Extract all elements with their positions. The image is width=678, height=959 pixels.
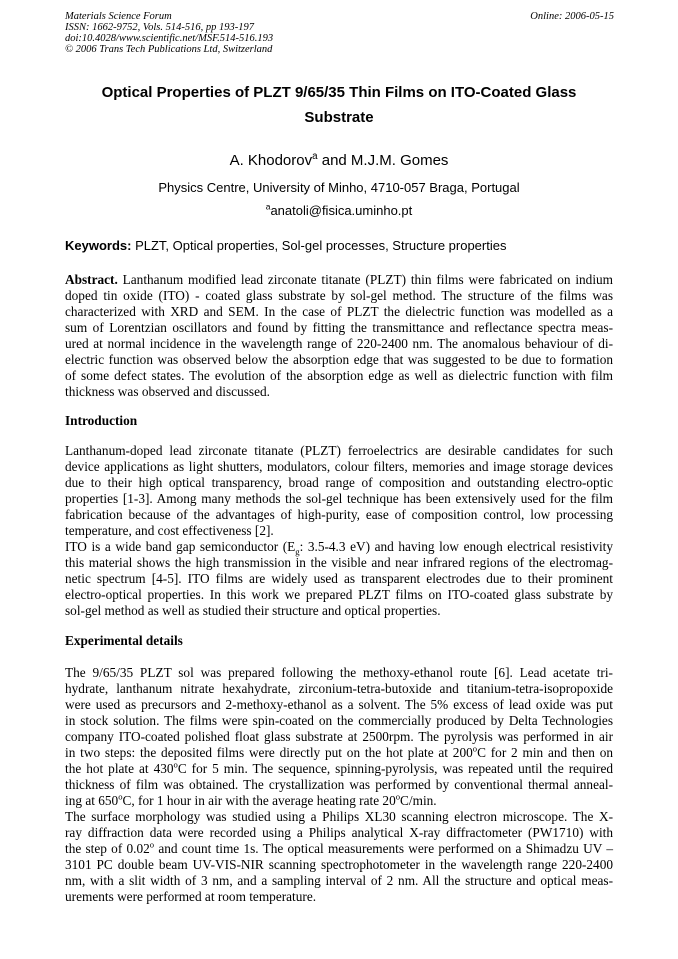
text-line: nm, with a slit width of 3 nm, and a sampling interval of 2 nm. All the structure and optical meas-: [65, 873, 613, 888]
affiliation-mark: a: [265, 201, 271, 212]
author: and M.J.M. Gomes: [317, 152, 449, 169]
title-line: Optical Properties of PLZT 9/65/35 Thin Films on ITO-Coated Glass: [101, 84, 577, 101]
affiliation-mark: a: [312, 151, 318, 162]
text-line: electro-optical properties. In this work we prepared PLZT films on ITO-coated glass substrate by: [65, 587, 613, 602]
text-line: Lanthanum-doped lead zirconate titanate (PLZT) ferroelectrics are desirable candidates for such: [65, 443, 613, 458]
text-line: this material shows the high transmission in the visible and near infrared regions of the electromag-: [65, 555, 613, 570]
text-line: the step of 0.02$^o$ and count time 1s. The optical measurements were performed on a Shimadzu UV –: [65, 839, 613, 856]
text-line: temperature, and cost effectiveness [2].: [65, 523, 274, 538]
keywords-label: Keywords:: [65, 238, 132, 253]
text-line: were used as precursors and 2-methoxy-ethanol as a solvent. The 5% excess of lead oxide was put: [65, 697, 613, 712]
email-address: anatoli@fisica.uminho.pt: [270, 203, 413, 218]
paper-title: [60, 80, 618, 130]
introduction-paragraph: [65, 539, 613, 619]
text-line: The 9/65/35 PLZT sol was prepared following the methoxy-ethanol route [6]. Lead acetate tri-: [65, 665, 613, 680]
text-line: ray diffraction data were recorded using a Philips analytical X-ray diffractometer (PW1710) with: [65, 825, 613, 840]
text-line: sol-gel method as well as studied their structure and optical properties.: [65, 603, 441, 618]
text-line: hydrate, lanthanum nitrate hexahydrate, zirconium-tetra-butoxide and titanium-tetra-isopropoxide: [65, 681, 613, 696]
text-line: company ITO-coated polished float glass substrate at 2500rpm. The pyrolysis was performed in air: [65, 729, 613, 744]
text-line: characterized with XRD and SEM. In the case of PLZT the dielectric function was modelled as a: [65, 304, 613, 319]
text-line: properties [1-3]. Among many methods the sol-gel technique has been extensively used for the film: [65, 491, 613, 506]
text-line: the hot plate at 430$^o$C for 5 min. The sequence, spinning-pyrolysis, was repeated until the required: [65, 759, 613, 776]
text-line: thickness of film was obtained. The crystallization was performed by conventional thermal anneal-: [65, 777, 613, 792]
text-line: netic spectrum [4-5]. ITO films are widely used as transparent electrodes due to their prominent: [65, 571, 613, 586]
text-line: ured at normal incidence in the wavelength range of 220-2400 nm. The anomalous behaviour of di-: [65, 336, 613, 351]
text-line: doped tin oxide (ITO) - coated glass substrate by sol-gel method. The structure of the films was: [65, 288, 613, 303]
text-line: sum of Lorentzian oscillators and found by fitting the transmittance and reflectance spectra meas-: [65, 320, 613, 335]
abstract-label: Abstract.: [65, 272, 118, 287]
text-line: 3101 PC double beam UV-VIS-NIR scanning spectrophotometer in the wavelength range 220-2400: [65, 857, 613, 872]
text-line: urements were performed at room temperature.: [65, 889, 317, 904]
experimental-paragraph: [65, 809, 613, 905]
experimental-paragraph: [65, 665, 613, 809]
text-line: thickness was observed and discussed.: [65, 384, 270, 399]
text-line: due to their high optical transparency, broad range of composition and outstanding electro-optic: [65, 475, 613, 490]
section-heading-experimental: Experimental details: [65, 633, 183, 648]
text-line: The surface morphology was studied using a Philips XL30 scanning electron microscope. The X-: [65, 809, 613, 824]
text-line: fabrication because of the advantages of high-purity, ease of composition control, low processing: [65, 507, 613, 522]
text-line: of some defect states. The evolution of the absorption edge as well as dielectric function with film: [65, 368, 613, 383]
abstract: [65, 272, 613, 400]
citation-header: [65, 11, 273, 55]
text-line: device applications as light shutters, modulators, colour filters, memories and image storage devices: [65, 459, 613, 474]
text-line: Abstract. Lanthanum modified lead zirconate titanate (PLZT) thin films were fabricated on indium: [65, 272, 613, 287]
online-date: Online: 2006-05-15: [530, 11, 614, 22]
issn: ISSN: 1662-9752, Vols. 514-516, pp 193-197: [65, 22, 254, 33]
journal-name: Materials Science Forum: [65, 11, 172, 22]
author: A. Khodorov: [229, 152, 313, 169]
keywords: [65, 238, 506, 253]
text-line: ing at 650$^o$C, for 1 hour in air with the average heating rate 20$^o$C/min.: [65, 791, 437, 808]
doi: doi:10.4028/www.scientific.net/MSF.514-516.193: [65, 33, 274, 44]
keywords-text: PLZT, Optical properties, Sol-gel processes, Structure properties: [131, 238, 507, 253]
email: [0, 203, 678, 218]
introduction-paragraph: [65, 443, 613, 539]
affiliation: Physics Centre, University of Minho, 4710-057 Braga, Portugal: [158, 180, 520, 195]
authors: [0, 152, 678, 169]
text-line: in stock solution. The films were spin-coated on the commercially produced by Delta Technologies: [65, 713, 613, 728]
title-line: Substrate: [304, 109, 374, 126]
text-line: electric function was observed below the absorption edge that was suggested to be due to formation: [65, 352, 613, 367]
text-line: in two steps: the deposited films were directly put on the hot plate at 200$^o$C for 2 min and then on: [65, 743, 613, 760]
text-line: ITO is a wide band gap semiconductor ($E_g$: 3.5-4.3 eV) and having low enough electrical resistivity: [65, 539, 613, 557]
copyright: © 2006 Trans Tech Publications Ltd, Switzerland: [65, 44, 273, 55]
section-heading-introduction: Introduction: [65, 413, 138, 428]
